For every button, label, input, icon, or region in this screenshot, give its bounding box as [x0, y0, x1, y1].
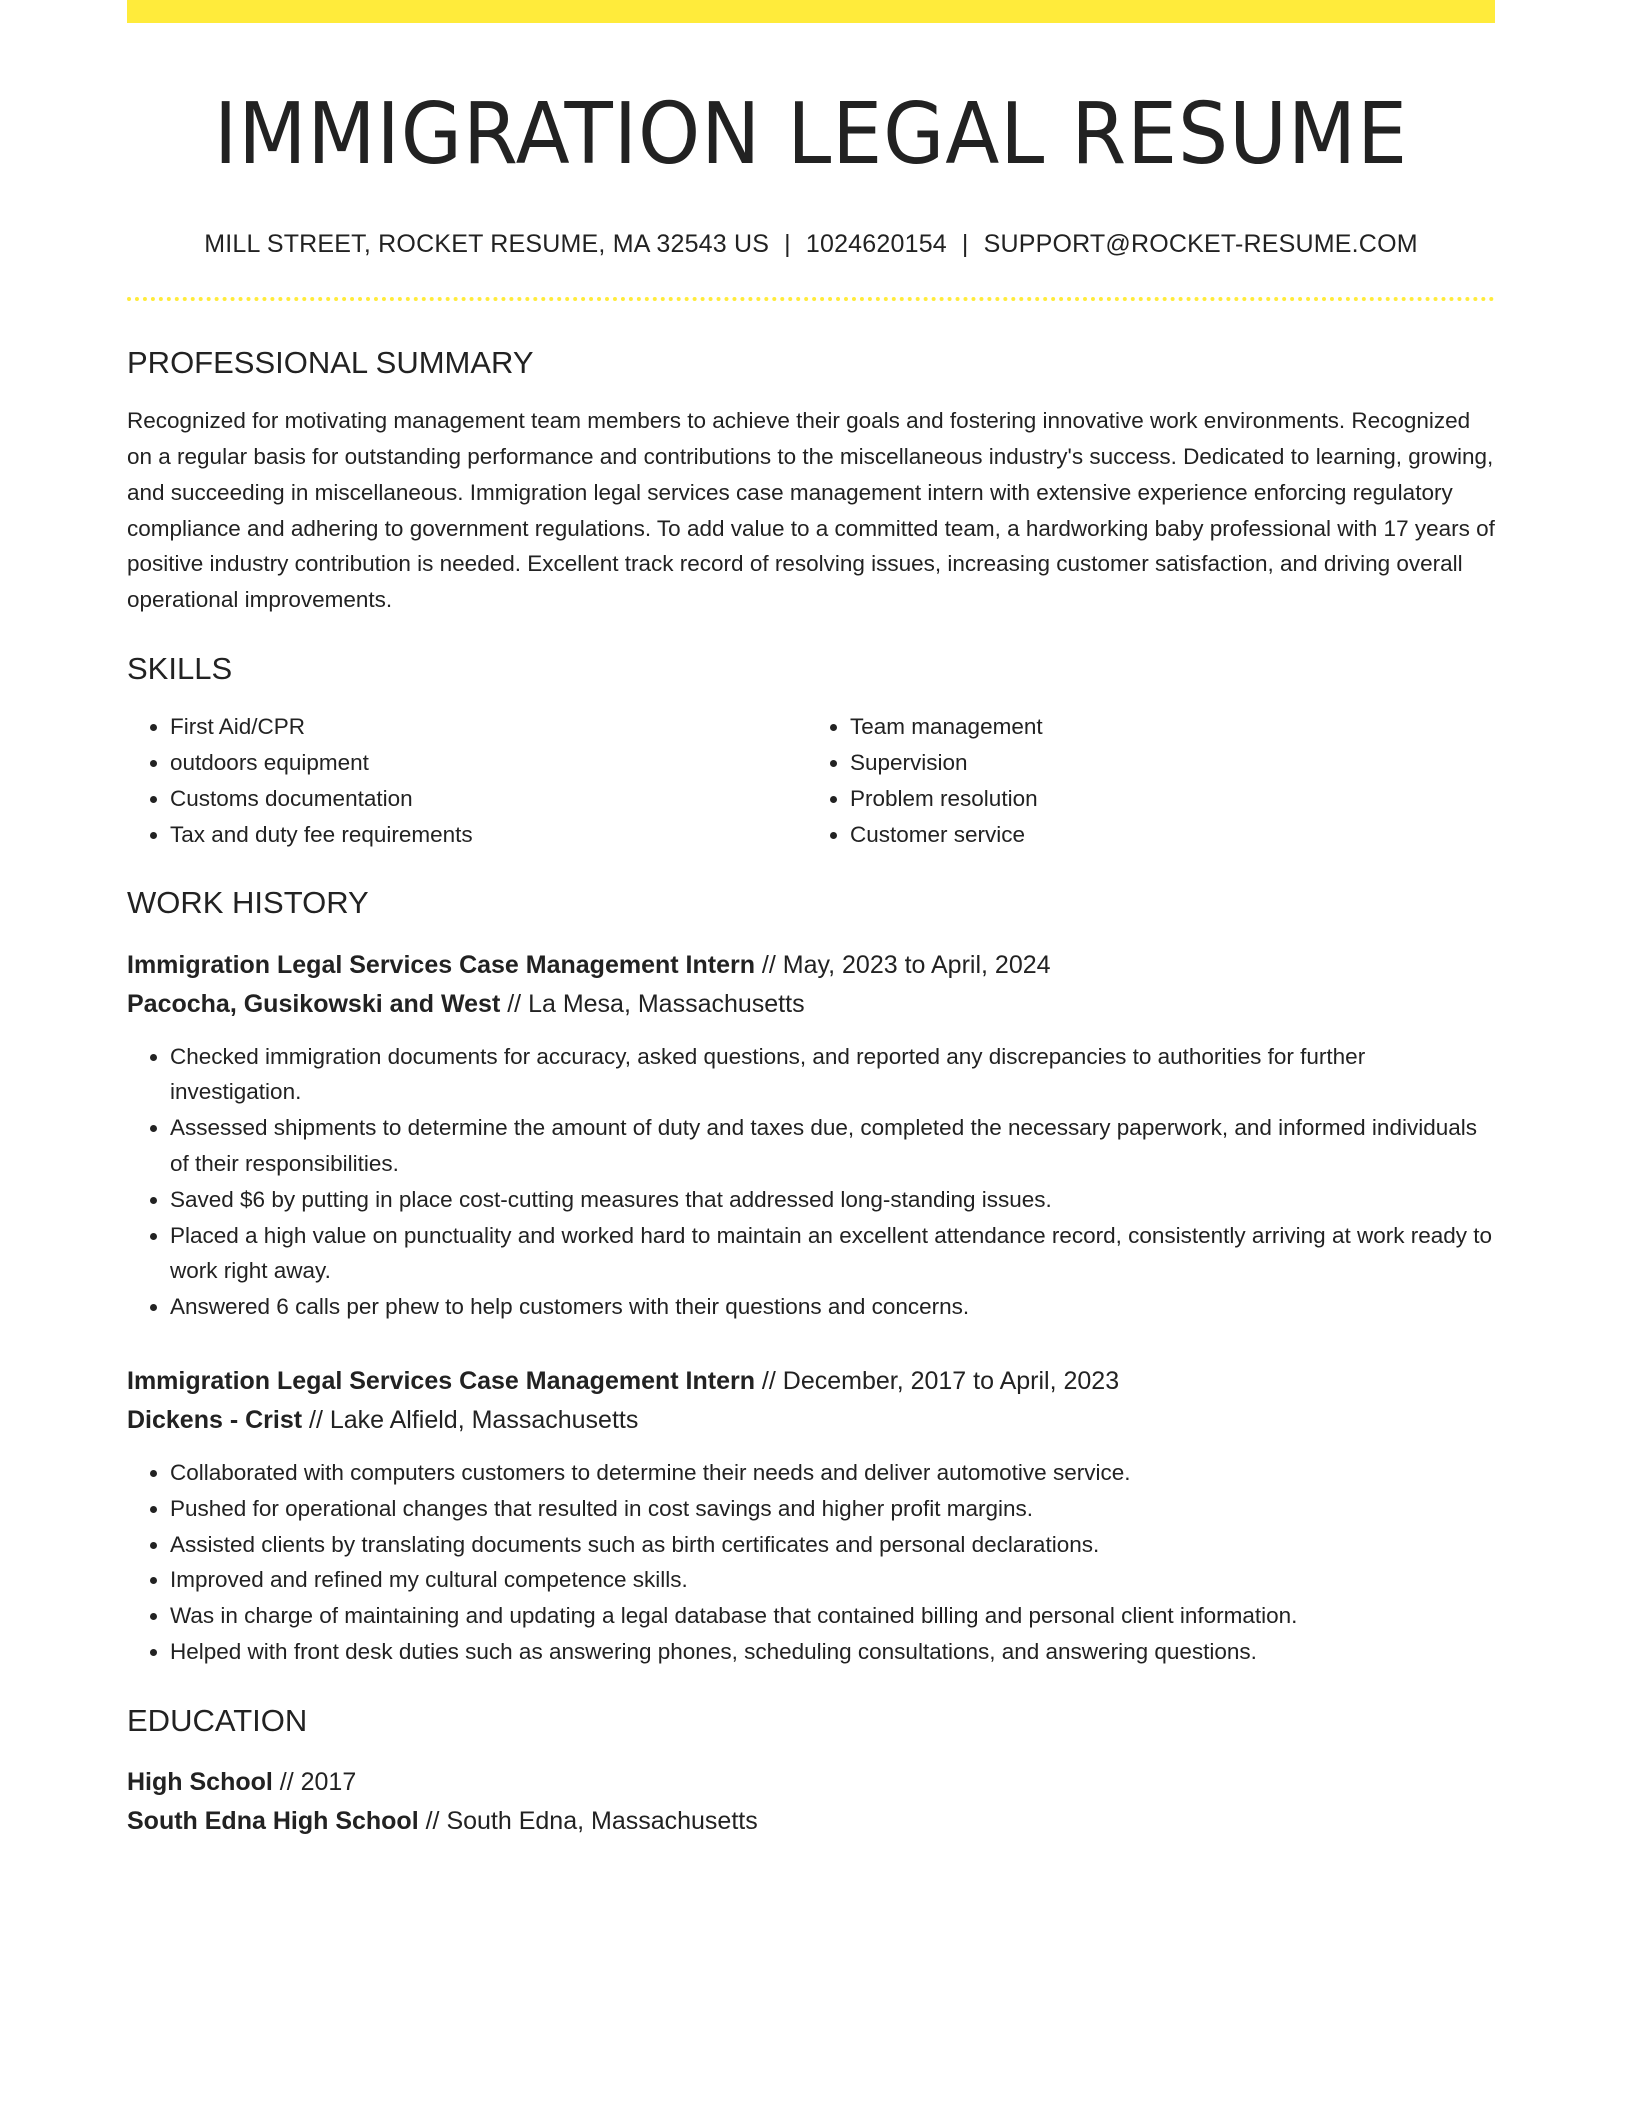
summary-heading: PROFESSIONAL SUMMARY — [127, 345, 534, 380]
education-heading: EDUCATION — [127, 1702, 308, 1738]
skill-item: • outdoors equipment — [170, 745, 802, 781]
contact-address: MILL STREET, ROCKET RESUME, MA 32543 US — [204, 230, 770, 258]
contact-email: SUPPORT@ROCKET-RESUME.COM — [983, 230, 1418, 258]
job-dates: // May, 2023 to April, 2024 — [754, 950, 1051, 979]
job-position-line — [127, 1362, 1495, 1401]
skill-item: • First Aid/CPR — [170, 709, 802, 745]
skill-item: • Problem resolution — [850, 781, 1482, 817]
education-school-line — [127, 1802, 1495, 1841]
job-company-line — [127, 985, 1495, 1024]
job-bullet: • Improved and refined my cultural competence skills. — [170, 1562, 1495, 1598]
job-bullet: • Answered 6 calls per phew to help customers with their questions and concerns. — [170, 1289, 1495, 1325]
job-bullet: • Collaborated with computers customers to determine their needs and deliver automotive service. — [170, 1455, 1495, 1491]
education-year: // 2017 — [272, 1767, 357, 1796]
skill-item: • Tax and duty fee requirements — [170, 817, 802, 853]
job-entry — [127, 946, 1495, 1325]
job-position: Immigration Legal Services Case Management Intern — [127, 1366, 755, 1395]
contact-separator: | — [961, 230, 969, 258]
skills-list — [127, 709, 1495, 852]
education-degree: High School — [127, 1767, 273, 1796]
job-bullets — [127, 1039, 1495, 1325]
job-company: Pacocha, Gusikowski and West — [127, 989, 501, 1018]
dotted-divider — [127, 297, 1495, 301]
job-dates: // December, 2017 to April, 2023 — [754, 1366, 1120, 1395]
education-entry — [127, 1763, 1495, 1841]
education-school: South Edna High School — [127, 1806, 419, 1835]
contact-separator: | — [784, 230, 791, 258]
education-location: // South Edna, Massachusetts — [418, 1806, 758, 1835]
job-entry — [127, 1362, 1495, 1670]
job-position: Immigration Legal Services Case Management Intern — [127, 950, 755, 979]
skill-item: • Supervision — [850, 745, 1482, 781]
skill-item: • Customer service — [850, 817, 1482, 853]
skills-column-right — [802, 709, 1482, 852]
job-company-line — [127, 1401, 1495, 1440]
education-degree-line — [127, 1763, 1495, 1802]
job-bullet: • Helped with front desk duties such as answering phones, scheduling consultations, and answering questions. — [170, 1634, 1495, 1670]
top-accent-bar — [127, 0, 1495, 23]
job-bullet: • Assessed shipments to determine the amount of duty and taxes due, completed the necessary paperwork, and informed individuals of their responsibilities. — [170, 1110, 1495, 1182]
skill-item: • Team management — [850, 709, 1482, 745]
skills-heading: SKILLS — [127, 650, 233, 686]
job-company: Dickens - Crist — [127, 1405, 303, 1434]
job-bullet: • Checked immigration documents for accuracy, asked questions, and reported any discrepancies to authorities for further investigation. — [170, 1039, 1495, 1111]
job-location: // Lake Alfield, Massachusetts — [302, 1405, 639, 1434]
job-bullet: • Pushed for operational changes that resulted in cost savings and higher profit margins. — [170, 1491, 1495, 1527]
job-bullet: • Was in charge of maintaining and updating a legal database that contained billing and personal client information. — [170, 1598, 1495, 1634]
contact-phone: 1024620154 — [805, 230, 947, 258]
job-position-line — [127, 946, 1495, 985]
resume-page — [127, 0, 1495, 1841]
resume-title: IMMIGRATION LEGAL RESUME — [214, 85, 1408, 184]
job-bullet: • Assisted clients by translating documents such as birth certificates and personal declarations. — [170, 1527, 1495, 1563]
job-bullet: • Placed a high value on punctuality and worked hard to maintain an excellent attendance record, consistently arriving at work ready to work right away. — [170, 1218, 1495, 1290]
skills-column-left — [127, 709, 802, 852]
skill-item: • Customs documentation — [170, 781, 802, 817]
summary-text: Recognized for motivating management team members to achieve their goals and fostering innovative work environments. Recognized on a regular basis for outstanding performance and contributions to the miscellaneous industry's success. Dedicated to learning, growing, and succeeding in miscellaneous. Immigration legal services case management intern with extensive experience enforcing regulatory compliance and adhering to government regulations. To add value to a committed team, a hardworking baby professional with 17 years of positive industry contribution is needed. Excellent track record of resolving issues, increasing customer satisfaction, and driving overall operational improvements. — [127, 408, 1495, 613]
contact-line — [127, 229, 1495, 259]
job-bullet: • Saved $6 by putting in place cost-cutting measures that addressed long-standing issues. — [170, 1182, 1495, 1218]
job-bullets — [127, 1455, 1495, 1670]
work-history-heading: WORK HISTORY — [127, 885, 369, 921]
job-location: // La Mesa, Massachusetts — [500, 989, 805, 1018]
